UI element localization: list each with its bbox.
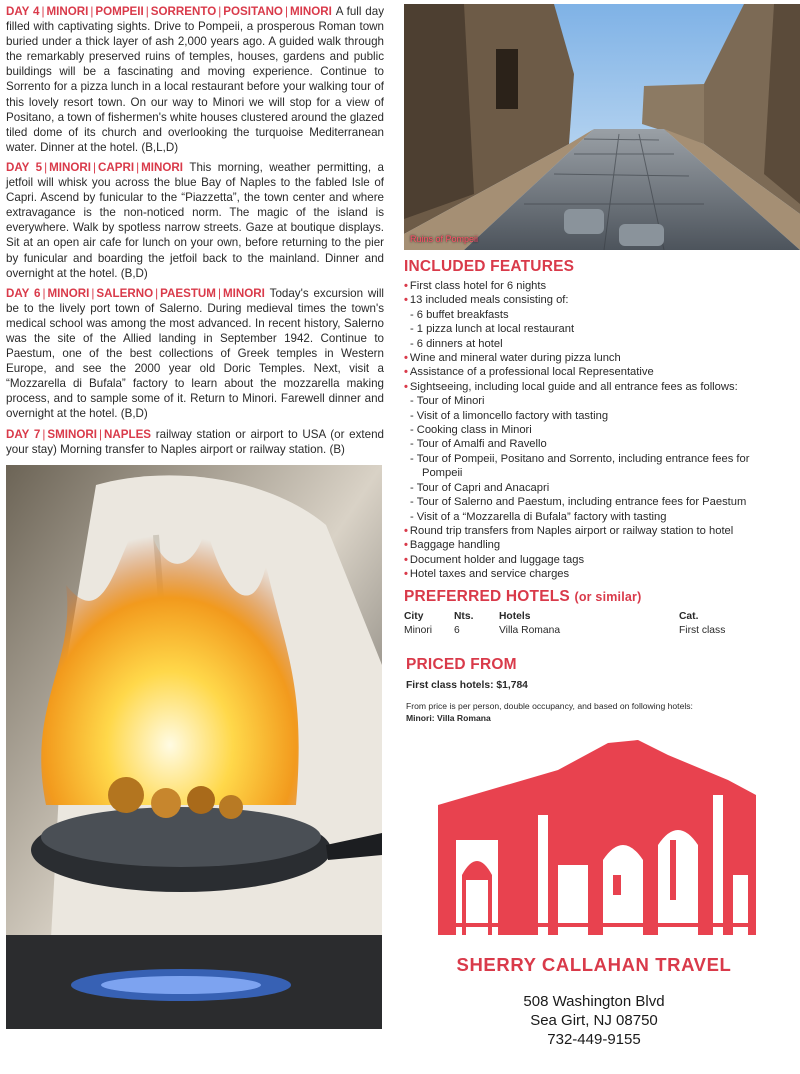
day-tag-label: MINORI (47, 286, 90, 300)
list-item (404, 365, 794, 379)
list-item-text: Tour of Pompeii, Positano and Sorrento, including entrance fees for (416, 452, 750, 465)
tag-separator: | (217, 286, 221, 300)
dash-icon: - (410, 481, 414, 494)
day-tag-label: DAY 5 (6, 160, 43, 174)
dash-icon: - (410, 337, 414, 350)
day-tag-label: POMPEII (95, 5, 144, 18)
bullet-icon: • (404, 366, 408, 379)
day-5-text: This morning, weather permitting, a jetfoil will whisk you across the blue Bay of Naples to the fabled Isle of Capri. Ascend by funicular to the “Piazzetta”, the town center and where extravagance is the non-noticed norm. The magic of the island is everywhere. Walk by spotless narrow streets. Gaze at boutique displays. Sit at an open air cafe for lunch on your own, before returning to the pier by funicular and boarding the jetfoil back to the mainland. Dinner and overnight at the hotel. (B,D) (6, 160, 384, 280)
list-item (404, 394, 794, 408)
tag-separator: | (92, 160, 96, 174)
price-note-text: From price is per person, double occupancy, and based on following hotels: (406, 701, 693, 711)
list-item (404, 495, 794, 509)
price-note (406, 701, 794, 724)
list-item-text: Round trip transfers from Naples airport or railway station to hotel (409, 524, 734, 537)
preferred-hotels-title: PREFERRED HOTELS (404, 587, 570, 605)
tag-separator: | (99, 427, 103, 441)
tag-separator: | (155, 286, 159, 300)
dash-icon: - (410, 510, 414, 523)
list-item-text: Document holder and luggage tags (409, 553, 585, 566)
list-item-text: 13 included meals consisting of: (409, 294, 569, 307)
bullet-icon: • (404, 280, 408, 292)
list-item (404, 409, 794, 423)
hotels-col-hotels: Hotels (499, 610, 531, 622)
tag-separator: | (136, 160, 140, 174)
hotels-table (404, 610, 779, 638)
list-item-text: Visit of a limoncello factory with tasting (416, 409, 609, 422)
preferred-hotels-heading (404, 588, 794, 606)
day-tag-label: PAESTUM (160, 286, 216, 300)
day-tag-label: MINORI (289, 5, 332, 18)
bullet-icon: • (404, 294, 408, 307)
tag-separator: | (284, 5, 288, 18)
list-item-text: Wine and mineral water during pizza lunch (409, 352, 621, 365)
bullet-icon: • (404, 524, 408, 537)
day-tag-label: CAPRI (98, 160, 135, 174)
tag-separator: | (90, 5, 94, 18)
day-tag-label: MINORI (46, 5, 89, 18)
preferred-hotels-suffix: (or similar) (574, 589, 642, 604)
day-7-paragraph (6, 427, 384, 457)
list-item (404, 510, 794, 524)
hotels-header-row (404, 610, 779, 624)
list-item-text: First class hotel for 6 nights (409, 280, 547, 292)
tag-separator: | (91, 286, 95, 300)
day-tag-label: DAY 7 (6, 427, 41, 441)
list-item-text: Assistance of a professional local Representative (409, 366, 654, 379)
price-note-hotels: Minori: Villa Romana (406, 712, 491, 723)
address-line-1: 508 Washington Blvd (523, 993, 665, 1010)
tag-separator: | (42, 427, 46, 441)
dash-icon: - (410, 496, 414, 509)
day-5-tags (6, 161, 189, 174)
list-item-text: Pompeii (422, 467, 463, 480)
list-item (404, 351, 794, 365)
day-5-paragraph (6, 160, 384, 281)
agency-name: SHERRY CALLAHAN TRAVEL (456, 954, 732, 975)
day-4-paragraph (6, 4, 384, 155)
vesuvius-ruins-logo (438, 735, 756, 935)
list-item-text: 6 buffet breakfasts (416, 308, 509, 321)
included-features-title: INCLUDED FEATURES (404, 258, 575, 275)
list-item (404, 481, 794, 495)
included-features-list (404, 279, 794, 582)
list-item-text: Tour of Amalfi and Ravello (416, 438, 547, 451)
bullet-icon: • (404, 539, 408, 552)
dash-icon: - (410, 424, 414, 437)
agency-address (404, 992, 784, 1049)
flambe-cooking-photo (6, 465, 382, 1029)
bullet-icon: • (404, 553, 408, 566)
day-4-tags (6, 5, 336, 18)
list-item (404, 423, 794, 437)
list-item-text: Visit of a “Mozzarella di Bufala” factory with tasting (416, 510, 667, 523)
tag-separator: | (41, 5, 45, 18)
list-item (404, 293, 794, 307)
day-7-tags (6, 428, 156, 441)
list-item-text: Sightseeing, including local guide and all entrance fees as follows: (409, 380, 738, 393)
bullet-icon: • (404, 568, 408, 581)
day-6-tags (6, 287, 270, 300)
tag-separator: | (218, 5, 222, 18)
dash-icon: - (410, 395, 414, 408)
bullet-icon: • (404, 380, 408, 393)
list-item (404, 524, 794, 538)
day-6-paragraph (6, 286, 384, 422)
day-7-text: railway station or airport to USA (or extend your stay) Morning transfer to Naples airport or railway station. (B) (6, 427, 384, 456)
price-line: First class hotels: $1,784 (406, 680, 528, 691)
list-item (404, 437, 794, 451)
day-tag-label: SMINORI (47, 427, 97, 441)
itinerary-column (6, 4, 384, 462)
pompeii-ruins-photo (404, 4, 800, 250)
tag-separator: | (145, 5, 149, 18)
photo-caption: Ruins of Pompeii (410, 234, 479, 244)
agency-phone: 732-449-9155 (547, 1031, 641, 1048)
day-tag-label: SALERNO (96, 286, 154, 300)
tag-separator: | (44, 160, 48, 174)
hotels-col-city: City (404, 610, 424, 622)
flambe-pan-illustration (6, 465, 382, 1029)
list-item (404, 337, 794, 351)
list-item (404, 380, 794, 394)
day-tag-label: POSITANO (223, 5, 283, 18)
day-4-text: A full day filled with captivating sights. Drive to Pompeii, a prosperous Roman town buried under a thick layer of ash 2,000 years ago. A guided walk through the remarkably preserved ruins of temples, houses, gardens and public buildings will be a fascinating and moving experience. Continue to Sorrento for a pizza lunch in a local restaurant before your walking tour of this lovely resort town. On our way to Minori we will stop for a view of Positano, a town of fishermen's white houses clustered around the glazed tiled dome of its church and overlooking the turquoise Mediterranean water. Dinner at the hotel. (B,L,D) (6, 5, 384, 154)
list-item (404, 322, 794, 336)
hotels-col-category: Cat. (679, 610, 699, 622)
tag-separator: | (42, 286, 46, 300)
info-column (404, 258, 794, 638)
dash-icon: - (410, 409, 414, 422)
dash-icon: - (410, 452, 414, 465)
day-tag-label: MINORI (222, 286, 265, 300)
list-item-text: Tour of Minori (416, 395, 485, 408)
day-tag-label: MINORI (141, 160, 183, 174)
pompeii-street-illustration (404, 4, 800, 250)
day-tag-label: MINORI (49, 160, 91, 174)
day-tag-label: DAY 6 (6, 286, 41, 300)
table-row (404, 624, 779, 638)
dash-icon: - (410, 323, 414, 336)
list-item (404, 567, 794, 581)
address-line-2: Sea Girt, NJ 08750 (530, 1012, 658, 1029)
day-tag-label: DAY 4 (6, 5, 40, 18)
pricing-section (406, 656, 794, 724)
day-tag-label: NAPLES (104, 427, 152, 441)
list-item-text: Tour of Capri and Anacapri (416, 481, 550, 494)
list-item-text: 6 dinners at hotel (416, 337, 503, 350)
list-item (404, 279, 794, 293)
list-item (404, 466, 794, 480)
list-item-text: Baggage handling (409, 539, 501, 552)
day-6-text: Today's excursion will be to the lively port town of Salerno. During medieval times the town's medical school was among the most advanced. In recent history, Salerno was the site of the Allied landing in September 1942. Continue to Paestum, one of the best collections of Greek temples in Western Europe, and see the 2000 year old Doric Temples. Next, visit a “Mozzarella di Bufala” factory to learn about the mozzarella making process, and to sample some of it. Return to Minori. Farewell dinner and overnight at the hotel. (B,D) (6, 286, 385, 421)
hotel-nights: 6 (454, 624, 460, 636)
list-item-text: 1 pizza lunch at local restaurant (416, 323, 575, 336)
hotel-city: Minori (404, 624, 433, 636)
list-item (404, 538, 794, 552)
list-item (404, 308, 794, 322)
hotel-name: Villa Romana (499, 624, 561, 636)
list-item (404, 553, 794, 567)
list-item-text: Cooking class in Minori (416, 424, 532, 437)
day-tag-label: SORRENTO (150, 5, 217, 18)
list-item-text: Hotel taxes and service charges (409, 568, 570, 581)
bullet-icon: • (404, 352, 408, 365)
priced-from-title: PRICED FROM (406, 656, 517, 673)
list-item (404, 452, 794, 466)
hotels-col-nights: Nts. (454, 610, 474, 622)
hotel-category: First class (679, 624, 726, 636)
dash-icon: - (410, 438, 414, 451)
dash-icon: - (410, 308, 414, 321)
list-item-text: Tour of Salerno and Paestum, including entrance fees for Paestum (416, 496, 747, 509)
